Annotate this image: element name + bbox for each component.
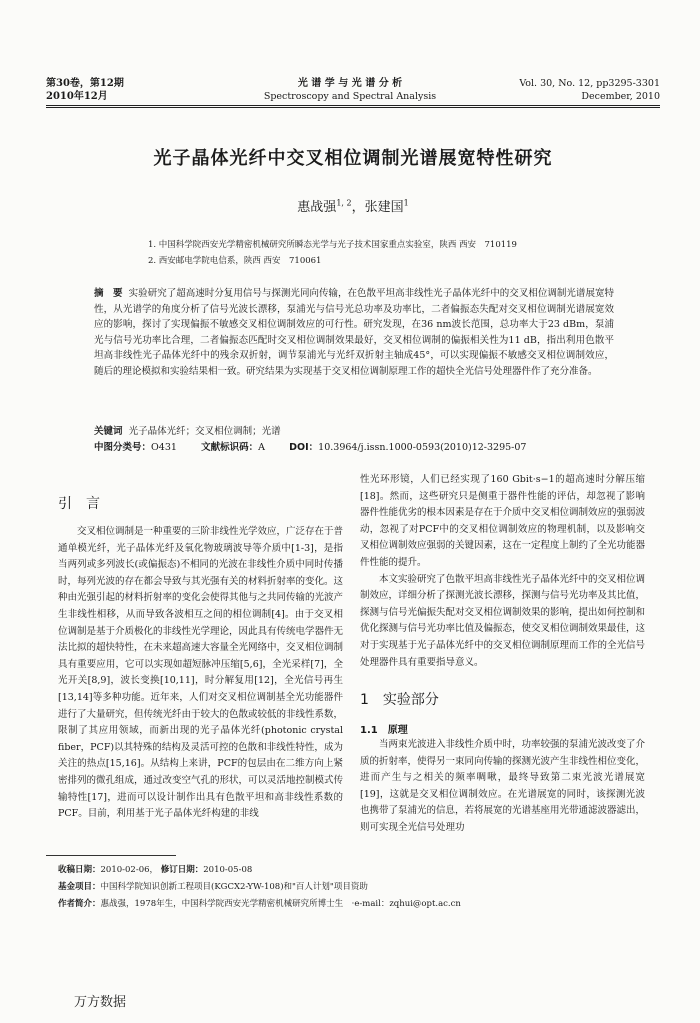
doc-code: A <box>258 442 265 453</box>
section-1-heading: 1 实验部分 <box>360 692 439 708</box>
date-cn: 2010年12月 <box>46 91 108 102</box>
received-date: 2010-02-06， <box>100 865 159 875</box>
doi-value: 10.3964/j.issn.1000-0593(2010)12-3295-07 <box>318 442 527 453</box>
fund-label: 基金项目： <box>58 882 101 892</box>
author-line <box>46 196 660 215</box>
subsection-1-1-body <box>360 737 645 837</box>
author-2-affil: 1 <box>403 198 409 208</box>
journal-title-cn: 光 谱 学 与 光 谱 分 析 <box>297 78 403 89</box>
author-2: 张建国 <box>364 200 404 215</box>
journal-title-en: Spectroscopy and Spectral Analysis <box>263 91 437 102</box>
clc-number: O431 <box>151 442 177 453</box>
keywords-text: 光子晶体光纤；交叉相位调制；光谱 <box>128 426 281 437</box>
intro-paragraph-2: 本文实验研究了色散平坦高非线性光子晶体光纤中的交叉相位调制效应，详细分析了探测光波长漂移，探测与信号光功率及其比值，探测与信号光偏振失配对交叉相位调制效果的影响，提出如何控制和优化探测与信号光功率比值及偏振态，使交叉相位调制效果最佳，这对于实现基于光子晶体光纤中的交叉相位调制原理而工作的全光信号处理器件具有重要指导意义。 <box>360 573 646 668</box>
affiliation-2: 2. 西安邮电学院电信系，陕西 西安 710061 <box>148 256 322 266</box>
doi-label: DOI： <box>289 442 319 453</box>
abstract-label: 摘 要 <box>94 288 123 299</box>
volume-info-en: Vol. 30, No. 12, pp3295-3301 <box>519 78 660 89</box>
author-1-affil: 1, 2 <box>336 198 352 208</box>
intro-heading: 引 言 <box>58 496 100 512</box>
fund-text: 中国科学院知识创新工程项目(KGCX2-YW-108)和"百人计划"项目资助 <box>100 882 368 892</box>
doc-code-label: 文献标识码： <box>201 442 259 453</box>
clc-label: 中图分类号： <box>94 442 152 453</box>
footnote-rule <box>46 855 176 856</box>
date-en: December, 2010 <box>581 91 660 102</box>
abstract <box>94 286 614 379</box>
principle-paragraph: 当两束光波进入非线性介质中时，功率较强的泵浦光波改变了介质的折射率，使得另一束同向传输的探测光波产生非线性相位变化，进而产生与之相关的频率啁啾，最终导致第二束光波光谱展宽[19]，这就是交叉相位调制效应。在光谱展宽的同时，该探测光波也携带了泵浦光的信息，若将展宽的光谱基座用光带通滤波器滤出，则可实现全光信号处理功 <box>360 739 646 833</box>
keywords-label: 关键词 <box>94 426 123 437</box>
revised-date: 2010-05-08 <box>203 865 253 875</box>
intro-paragraph-continued: 性光环形镜，人们已经实现了160 Gbit·s−1的超高速时分解压缩[18]。然而，这些研究只是侧重于器件性能的评估，却忽视了影响器件性能优劣的根本因素是存在于介质中交叉相位调制效应的强弱波动，忽视了对PCF中的交叉相位调制效应的物理机制，以及影响交叉相位调制效应强弱的关键因素，这在一定程度上制约了全光功能器件性能的提升。 <box>360 474 646 568</box>
author-bio: 惠战强，1978年生，中国科学院西安光学精密机械研究所博士生 ·e-mail：zqhui@opt.ac.cn <box>100 899 461 909</box>
intro-paragraph: 交叉相位调制是一种重要的三阶非线性光学效应，广泛存在于普通单模光纤，光子晶体光纤及氧化物玻璃波导等介质中[1-3]，是指当两列或多列波长(或偏振态)不相同的光波在非线性介质中同时传播时，每列光波的存在都会导致与其光强有关的材料折射率的变化。这种由光强引起的材料折射率的变化会使得其他与之共同传输的光波产生非线性相移，从而导致各波相互之间的相位调制[4]。由于交叉相位调制是基于介质极化的非线性光学理论，因此具有传统电学器件无法比拟的超快特性，在未来超高速大容量全光网络中，交叉相位调制具有重要应用，它可以实现如超短脉冲压缩[5,6]，全光采样[7]，全光开关[8,9]，波长变换[10,11]，时分解复用[12]，全光信号再生[13,14]等多种功能。近年来，人们对交叉相位调制基全光功能器件进行了大量研究，但传统光纤由于较大的色散或较低的非线性系数，限制了其应用领域，而新出现的光子晶体光纤(photonic crystal fiber，PCF)以其特殊的结构及灵活可控的色散和非线性特性，成为关注的热点[15,16]。从结构上来讲，PCF的包层由在二维方向上紧密排列的微孔组成，通过改变空气孔的形状，可以灵活地控制模式传输特性[17]，进而可以设计制作出具有色散平坦和高非线性系数的PCF。目前，利用基于光子晶体光纤构建的非线 <box>58 526 344 820</box>
affiliation-1: 1. 中国科学院西安光学精密机械研究所瞬态光学与光子技术国家重点实验室，陕西 西安 710119 <box>148 240 517 250</box>
left-column <box>58 524 343 823</box>
header-rule <box>46 105 660 106</box>
paper-title: 光子晶体光纤中交叉相位调制光谱展宽特性研究 <box>153 148 553 169</box>
volume-info-cn: 第30卷，第12期 <box>46 78 124 89</box>
author-separator: ， <box>351 200 365 215</box>
abstract-text: 实验研究了超高速时分复用信号与探测光同向传输，在色散平坦高非线性光子晶体光纤中的交叉相位调制光谱展宽特性，从光谱学的角度分析了信号光波长漂移，泵浦光与信号光总功率及功率比，二者偏振态失配对交叉相位调制光谱展宽效应的影响，探讨了实现偏振不敏感交叉相位调制效应的可行性。研究发现，在36 nm波长范围，总功率大于23 dBm，泵浦光与信号光功率比合理，二者偏振态匹配时交叉相位调制效果最好，交叉相位调制的偏振相关性为11 dB，指出利用色散平坦高非线性光子晶体光纤中的残余双折射，调节泵浦光与光纤双折射主轴成45°，可以实现偏振不敏感交叉相位调制效应，随后的理论模拟和实验结果相一致。研究结果为实现基于交叉相位调制原理工作的超快全光信号处理器件作了充分准备。 <box>94 288 614 377</box>
right-column <box>360 472 645 671</box>
keywords <box>94 424 614 440</box>
classification-line <box>94 440 614 456</box>
footnote-author <box>58 896 658 913</box>
revised-label: 修订日期： <box>160 865 204 875</box>
subsection-1-1-heading: 1.1 原理 <box>360 725 408 736</box>
footnote-fund <box>58 879 658 896</box>
wanfang-watermark: 万方数据 <box>74 995 127 1010</box>
author-1: 惠战强 <box>297 200 337 215</box>
header-rule-thin <box>46 107 660 108</box>
author-bio-label: 作者简介： <box>58 899 101 909</box>
received-label: 收稿日期： <box>58 865 101 875</box>
footnote-dates <box>58 862 658 879</box>
